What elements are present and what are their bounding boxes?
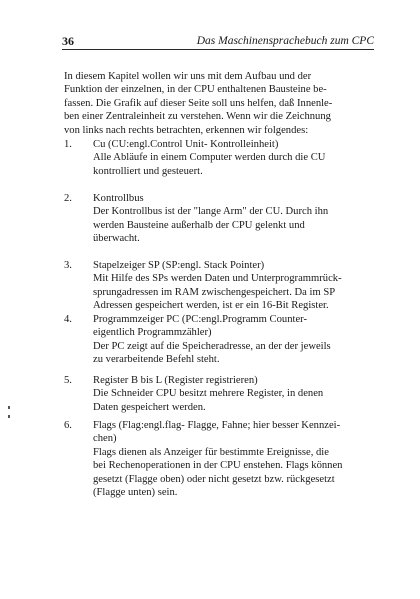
list-item-text: Register B bis L (Register registrieren) Die Schneider CPU besitzt mehrere Register, in denen Daten gespeichert werden.: [93, 375, 324, 413]
list-item-number: 4.: [64, 314, 72, 325]
list-item-text: Cu (CU:engl.Control Unit- Kontrolleinheit) Alle Abläufe in einem Computer werden durch die CU kontrolliert und gesteuert.: [93, 139, 326, 177]
list-item-number: 1.: [64, 139, 72, 150]
list-item-text: Flags (Flag:engl.flag- Flagge, Fahne; hier besser Kennzei- chen) Flags dienen als Anzeiger für bestimmte Ereignisse, die bei Rechenoperationen in der CPU enstehen. Flags können gesetzt (Flagge oben) oder nicht gesetzt bzw. rückgesetzt (Flagge unten) sein.: [93, 420, 343, 499]
page-header: [62, 34, 374, 50]
page-number: 36: [62, 34, 74, 48]
list-item-text: Programmzeiger PC (PC:engl.Programm Counter- eigentlich Programmzähler) Der PC zeigt auf die Speicheradresse, an der der jeweils zu verarbeitende Befehl steht.: [93, 314, 331, 366]
list-item-text: Stapelzeiger SP (SP:engl. Stack Pointer) Mit Hilfe des SPs werden Daten und Unterprogrammrück- sprungadressen im RAM zwischengespeichert. Da im SP Adressen gespeichert werden, ist er ein 16-Bit Register.: [93, 260, 342, 312]
running-title: Das Maschinensprachebuch zum CPC: [196, 35, 374, 47]
header-rule: [62, 49, 374, 50]
list-item-text: Kontrollbus Der Kontrollbus ist der "lange Arm" der CU. Durch ihn werden Bausteine außerhalb der CPU gelenkt und überwacht.: [93, 193, 329, 245]
list-item-number: 2.: [64, 193, 72, 204]
margin-speck: [8, 415, 10, 418]
list-item-number: 5.: [64, 375, 72, 386]
margin-speck: [8, 406, 10, 409]
list-item-number: 6.: [64, 420, 72, 431]
intro-paragraph: In diesem Kapitel wollen wir uns mit dem Aufbau und der Funktion der einzelnen, in der CPU enthaltenen Bausteine be- fassen. Die Grafik auf dieser Seite soll uns helfen, daß Innenle- ben einer Zentraleinheit zu verstehen. Wenn wir die Zeichnung von links nach rechts betrachten, erkennen wir folgendes:: [64, 71, 333, 136]
list-item-number: 3.: [64, 260, 72, 271]
